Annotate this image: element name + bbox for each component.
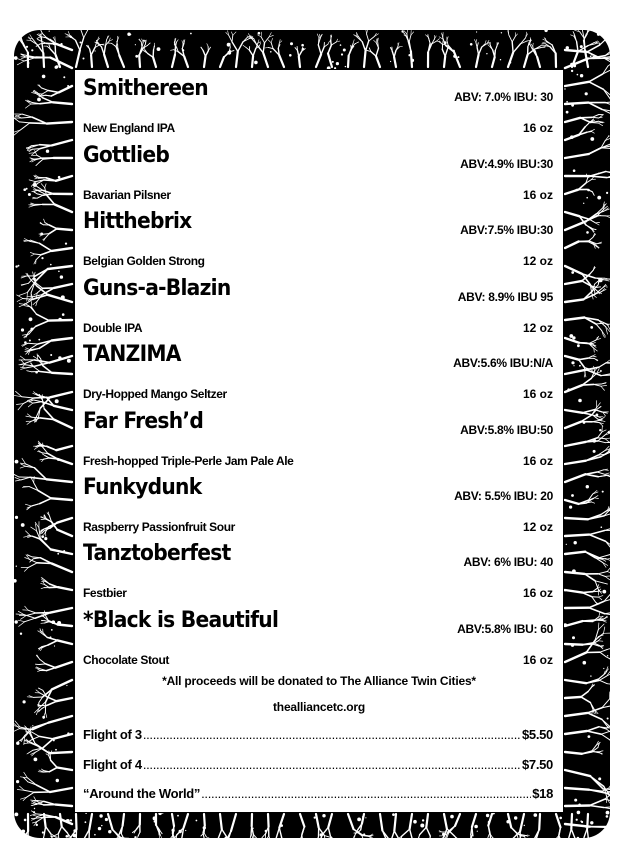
beer-size: 16 oz [522, 653, 553, 667]
beer-stats: ABV:5.8% IBU:50 [460, 423, 553, 437]
price-label: Flight of 3 [83, 727, 142, 742]
beer-name: Funkydunk [83, 475, 202, 500]
beer-name: Hitthebrix [83, 209, 192, 234]
price-amount: $18 [532, 786, 553, 801]
beer-size: 16 oz [522, 586, 553, 600]
beer-style: Double IPA [83, 321, 143, 335]
price-row-around-the-world [83, 786, 553, 802]
donation-url: thealliancetc.org [273, 700, 365, 714]
beer-size: 16 oz [522, 188, 553, 202]
beer-size: 12 oz [522, 520, 553, 534]
beer-size: 12 oz [522, 321, 553, 335]
dot-leader [143, 757, 521, 772]
beer-stats: ABV: 6% IBU: 40 [463, 555, 553, 569]
beer-style: Fresh-hopped Triple-Perle Jam Pale Ale [83, 454, 294, 468]
beer-style: Chocolate Stout [83, 653, 169, 667]
price-row-flight-4 [83, 757, 553, 773]
beer-style: Belgian Golden Strong [83, 254, 205, 268]
price-amount: $5.50 [521, 727, 553, 742]
price-label: “Around the World” [83, 786, 201, 801]
beer-stats: ABV:5.6% IBU:N/A [453, 356, 553, 370]
beer-style: Dry-Hopped Mango Seltzer [83, 387, 227, 401]
beer-style: Bavarian Pilsner [83, 188, 171, 202]
price-amount: $7.50 [521, 757, 553, 772]
beer-name: TANZIMA [83, 342, 181, 367]
beer-name: Guns-a-Blazin [83, 276, 231, 301]
beer-stats: ABV: 7.0% IBU: 30 [454, 90, 553, 104]
beer-name: Tanztoberfest [83, 541, 231, 566]
price-label: Flight of 4 [83, 757, 142, 772]
beer-size: 16 oz [522, 454, 553, 468]
beer-style: Raspberry Passionfruit Sour [83, 520, 235, 534]
beer-name: *Black is Beautiful [83, 608, 279, 633]
beer-size: 12 oz [522, 254, 553, 268]
donation-note: *All proceeds will be donated to The Alliance Twin Cities* [162, 674, 476, 688]
beer-name: Smithereen [83, 76, 208, 101]
menu-panel [74, 69, 564, 813]
dot-leader [143, 727, 521, 742]
beer-size: 16 oz [522, 121, 553, 135]
beer-stats: ABV:5.8% IBU: 60 [457, 622, 553, 636]
beer-size: 16 oz [522, 387, 553, 401]
beer-name: Gottlieb [83, 143, 170, 168]
beer-style: Festbier [83, 586, 127, 600]
beer-stats: ABV:7.5% IBU:30 [460, 223, 553, 237]
price-row-flight-3 [83, 727, 553, 743]
beer-style: New England IPA [83, 121, 175, 135]
beer-stats: ABV: 5.5% IBU: 20 [454, 489, 553, 503]
beer-name: Far Fresh’d [83, 409, 204, 434]
dot-leader [201, 786, 531, 801]
beer-stats: ABV:4.9% IBU:30 [460, 157, 553, 171]
beer-stats: ABV: 8.9% IBU 95 [457, 290, 553, 304]
